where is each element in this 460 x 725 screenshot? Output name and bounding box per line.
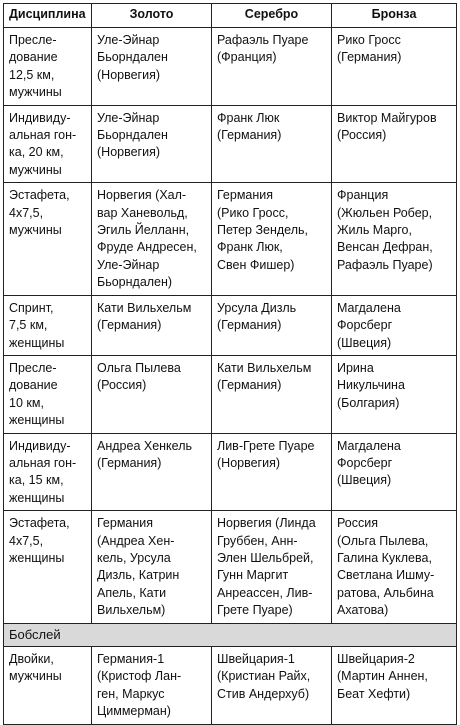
cell-line: Индивиду- (9, 438, 71, 453)
cell-line: Светлана Ишму- (337, 568, 435, 583)
cell-line: мужчины (9, 85, 62, 100)
discipline-cell (4, 105, 92, 183)
cell-line: Свен Фишер) (217, 257, 295, 272)
cell-line: ка, 20 км, (9, 145, 64, 160)
cell-line: (Швеция) (337, 473, 392, 488)
discipline-cell (4, 647, 92, 725)
gold-cell (92, 355, 212, 433)
cell-line: Уле-Эйнар (97, 110, 160, 125)
cell-line: Норвегия (Хал- (97, 188, 187, 203)
cell-line: Магдалена (337, 300, 401, 315)
cell-line: женщины (9, 335, 65, 350)
cell-line: (Ольга Пылева, (337, 533, 429, 548)
discipline-cell (4, 295, 92, 355)
cell-line: Пресле- (9, 33, 57, 47)
silver-cell (212, 433, 332, 511)
cell-line: вар Ханевольд, (97, 205, 188, 220)
cell-line: Уле-Эйнар (97, 257, 160, 272)
silver-cell (212, 183, 332, 295)
section-row (4, 623, 457, 646)
cell-line: Германия (217, 188, 274, 203)
cell-line: Бьорндален) (97, 275, 173, 290)
section-title: Бобслей (4, 623, 457, 646)
cell-line: Кати Вильхельм (97, 300, 192, 315)
cell-line: Андреа Хенкель (97, 438, 193, 453)
header-silver: Серебро (212, 4, 332, 28)
bronze-cell (332, 511, 457, 623)
table-row (4, 105, 457, 183)
bronze-cell (332, 647, 457, 725)
cell-line: 7,5 км, (9, 318, 48, 333)
table-row (4, 295, 457, 355)
cell-line: мужчины (9, 669, 62, 684)
discipline-cell (4, 183, 92, 295)
table-row (4, 183, 457, 295)
cell-line: (Андреа Хен- (97, 533, 175, 548)
cell-line: ген, Маркус (97, 686, 165, 701)
table-row (4, 647, 457, 725)
cell-line: альная гон- (9, 128, 77, 143)
cell-line: женщины (9, 413, 65, 428)
cell-line: дование (9, 378, 58, 393)
cell-line: Пресле- (9, 360, 57, 375)
cell-line: Магдалена (337, 438, 401, 453)
bronze-cell (332, 433, 457, 511)
cell-line: кель, Урсула (97, 550, 171, 565)
table-body (4, 28, 457, 725)
silver-cell (212, 28, 332, 106)
discipline-cell (4, 355, 92, 433)
bronze-cell (332, 355, 457, 433)
cell-line: (Германия) (337, 50, 402, 65)
cell-line: (Норвегия) (97, 145, 161, 160)
cell-line: Апель, Кати (97, 585, 167, 600)
cell-line: Двойки, (9, 652, 54, 666)
silver-cell (212, 511, 332, 623)
cell-line: (Германия) (97, 455, 162, 470)
table-row (4, 511, 457, 623)
cell-line: Рафаэль Пуаре) (337, 257, 433, 272)
gold-cell (92, 433, 212, 511)
silver-cell (212, 105, 332, 183)
cell-line: Франк Люк, (217, 240, 283, 255)
discipline-cell (4, 511, 92, 623)
cell-line: Гунн Маргит (217, 568, 289, 583)
cell-line: Жиль Марго, (337, 223, 412, 238)
header-bronze: Бронза (332, 4, 457, 28)
cell-line: Германия (97, 516, 154, 531)
gold-cell (92, 295, 212, 355)
cell-line: Норвегия (Линда (217, 516, 316, 531)
cell-line: Эстафета, (9, 188, 70, 203)
cell-line: альная гон- (9, 455, 77, 470)
cell-line: мужчины (9, 162, 62, 177)
medal-table (3, 3, 457, 725)
cell-line: Урсула Дизль (217, 300, 297, 315)
cell-line: Уле-Эйнар (97, 33, 160, 47)
cell-line: Эгиль Йелланн, (97, 223, 190, 238)
gold-cell (92, 183, 212, 295)
cell-line: (Германия) (217, 318, 282, 333)
cell-line: Петер Зендель, (217, 223, 308, 238)
cell-line: Ирина (337, 360, 374, 375)
cell-line: 10 км, (9, 395, 44, 410)
cell-line: Виктор Майгуров (337, 110, 437, 125)
cell-line: дование (9, 50, 58, 65)
cell-line: (Франция) (217, 50, 277, 65)
cell-line: Ахатова) (337, 603, 389, 618)
gold-cell (92, 105, 212, 183)
cell-line: Россия (337, 516, 378, 531)
cell-line: Спринт, (9, 300, 54, 315)
header-discipline: Дисциплина (4, 4, 92, 28)
cell-line: (Россия) (337, 128, 387, 143)
cell-line: Стив Андерхуб) (217, 686, 310, 701)
cell-line: Рафаэль Пуаре (217, 33, 309, 47)
cell-line: Венсан Дефран, (337, 240, 433, 255)
cell-line: Никульчина (337, 378, 405, 393)
cell-line: Эстафета, (9, 516, 70, 531)
cell-line: Анреассен, Лив- (217, 585, 313, 600)
cell-line: Германия-1 (97, 652, 165, 666)
cell-line: (Россия) (97, 378, 147, 393)
cell-line: Вильхельм) (97, 603, 166, 618)
bronze-cell (332, 28, 457, 106)
silver-cell (212, 355, 332, 433)
cell-line: ка, 15 км, (9, 473, 64, 488)
cell-line: Элен Шельбрей, (217, 550, 314, 565)
bronze-cell (332, 183, 457, 295)
table-row (4, 28, 457, 106)
cell-line: Франция (337, 188, 389, 203)
cell-line: Галина Куклева, (337, 550, 432, 565)
cell-line: Бьорндален (97, 50, 168, 65)
cell-line: Беат Хефти) (337, 686, 411, 701)
cell-line: (Болгария) (337, 395, 400, 410)
cell-line: (Германия) (97, 318, 162, 333)
table-row (4, 355, 457, 433)
cell-line: (Норвегия) (217, 455, 281, 470)
cell-line: Груббен, Анн- (217, 533, 298, 548)
cell-line: Индивиду- (9, 110, 71, 125)
cell-line: Швейцария-2 (337, 652, 415, 666)
cell-line: Ольга Пылева (97, 360, 181, 375)
cell-line: Бьорндален (97, 128, 168, 143)
gold-cell (92, 28, 212, 106)
cell-line: (Германия) (217, 378, 282, 393)
cell-line: Рико Гросс (337, 33, 401, 47)
gold-cell (92, 511, 212, 623)
header-gold: Золото (92, 4, 212, 28)
discipline-cell (4, 28, 92, 106)
cell-line: 4x7,5, (9, 205, 44, 220)
cell-line: 12,5 км, (9, 67, 55, 82)
cell-line: (Мартин Аннен, (337, 669, 428, 684)
silver-cell (212, 647, 332, 725)
header-row (4, 4, 457, 28)
bronze-cell (332, 295, 457, 355)
cell-line: (Швеция) (337, 335, 392, 350)
cell-line: (Жюльен Робер, (337, 205, 433, 220)
cell-line: Форсберг (337, 455, 393, 470)
cell-line: Грете Пуаре) (217, 603, 293, 618)
cell-line: (Кристиан Райх, (217, 669, 311, 684)
cell-line: 4x7,5, (9, 533, 44, 548)
gold-cell (92, 647, 212, 725)
cell-line: (Кристоф Лан- (97, 669, 182, 684)
silver-cell (212, 295, 332, 355)
cell-line: (Норвегия) (97, 67, 161, 82)
cell-line: женщины (9, 550, 65, 565)
cell-line: Фруде Андресен, (97, 240, 197, 255)
table-row (4, 433, 457, 511)
cell-line: Форсберг (337, 318, 393, 333)
cell-line: Кати Вильхельм (217, 360, 312, 375)
cell-line: Швейцария-1 (217, 652, 295, 666)
discipline-cell (4, 433, 92, 511)
bronze-cell (332, 105, 457, 183)
cell-line: ратова, Альбина (337, 585, 434, 600)
cell-line: Циммерман) (97, 704, 171, 719)
cell-line: мужчины (9, 223, 62, 238)
cell-line: Дизль, Катрин (97, 568, 180, 583)
cell-line: женщины (9, 490, 65, 505)
cell-line: (Германия) (217, 128, 282, 143)
cell-line: Франк Люк (217, 110, 280, 125)
cell-line: (Рико Гросс, (217, 205, 289, 220)
cell-line: Лив-Грете Пуаре (217, 438, 315, 453)
